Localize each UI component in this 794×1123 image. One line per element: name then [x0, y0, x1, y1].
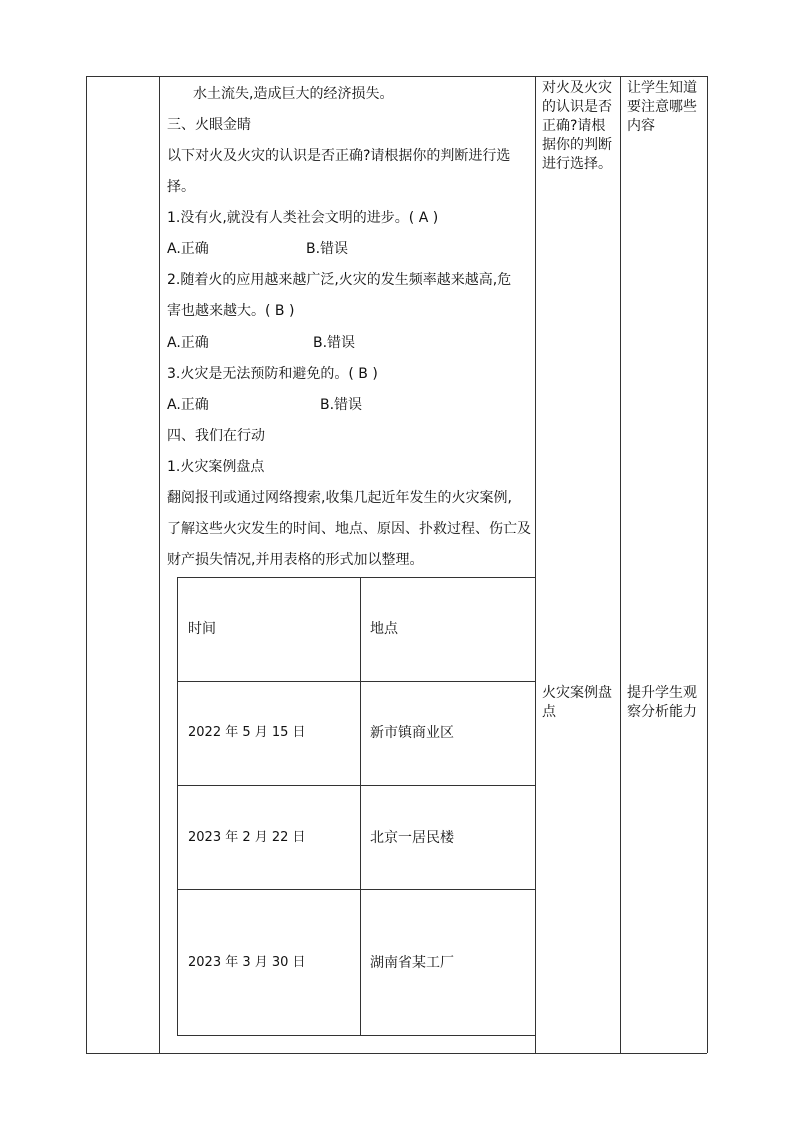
question-1: 1.没有火,就没有人类社会文明的进步。( A )	[167, 210, 439, 226]
activity-note-2: 火灾案例盘点	[542, 685, 612, 720]
outer-border-left	[86, 76, 87, 1053]
outer-border-bottom	[86, 1053, 707, 1054]
table-row-divider	[177, 681, 535, 682]
column-divider-1	[159, 76, 160, 1053]
paragraph-line: 翻阅报刊或通过网络搜索,收集几起近年发生的火灾案例,	[167, 490, 512, 506]
table-cell-place: 新市镇商业区	[370, 725, 454, 741]
table-border-bottom	[177, 1035, 535, 1036]
purpose-note-1: 让学生知道要注意哪些内容	[627, 80, 697, 134]
table-column-divider	[360, 577, 361, 1036]
outer-border-right	[707, 76, 708, 1053]
table-border-top	[177, 577, 535, 578]
column-divider-2	[535, 76, 536, 1053]
option-a: A.正确	[167, 241, 209, 257]
table-cell-time: 2023 年 3 月 30 日	[188, 955, 306, 970]
paragraph-line: 水土流失,造成巨大的经济损失。	[193, 86, 394, 102]
sub-heading: 1.火灾案例盘点	[167, 459, 265, 475]
paragraph-line: 财产损失情况,并用表格的形式加以整理。	[167, 552, 424, 568]
table-row-divider	[177, 785, 535, 786]
option-b: B.错误	[306, 241, 349, 257]
option-a: A.正确	[167, 335, 209, 351]
section-heading: 四、我们在行动	[167, 428, 265, 444]
activity-note-1: 对火及火灾的认识是否正确?请根据你的判断进行选择。	[542, 80, 612, 172]
table-cell-time: 2023 年 2 月 22 日	[188, 830, 306, 845]
question-3: 3.火灾是无法预防和避免的。( B )	[167, 366, 378, 382]
paragraph-line: 以下对火及火灾的认识是否正确?请根据你的判断进行选	[167, 148, 511, 164]
option-b: B.错误	[313, 335, 356, 351]
table-cell-place: 北京一居民楼	[370, 830, 454, 846]
option-a: A.正确	[167, 397, 209, 413]
table-header-time: 时间	[188, 621, 216, 637]
question-2: 2.随着火的应用越来越广泛,火灾的发生频率越来越高,危	[167, 272, 512, 288]
table-cell-place: 湖南省某工厂	[370, 955, 454, 971]
option-b: B.错误	[320, 397, 363, 413]
table-cell-time: 2022 年 5 月 15 日	[188, 725, 306, 740]
column-divider-3	[620, 76, 621, 1053]
table-header-place: 地点	[370, 621, 398, 637]
table-row-divider	[177, 889, 535, 890]
paragraph-line: 择。	[167, 179, 195, 195]
table-border-left	[177, 577, 178, 1036]
paragraph-line: 了解这些火灾发生的时间、地点、原因、扑救过程、伤亡及	[167, 521, 531, 537]
outer-border-top	[86, 76, 707, 77]
section-heading: 三、火眼金睛	[167, 117, 251, 133]
question-2-continued: 害也越来越大。( B )	[167, 303, 295, 319]
purpose-note-2: 提升学生观察分析能力	[627, 685, 697, 720]
